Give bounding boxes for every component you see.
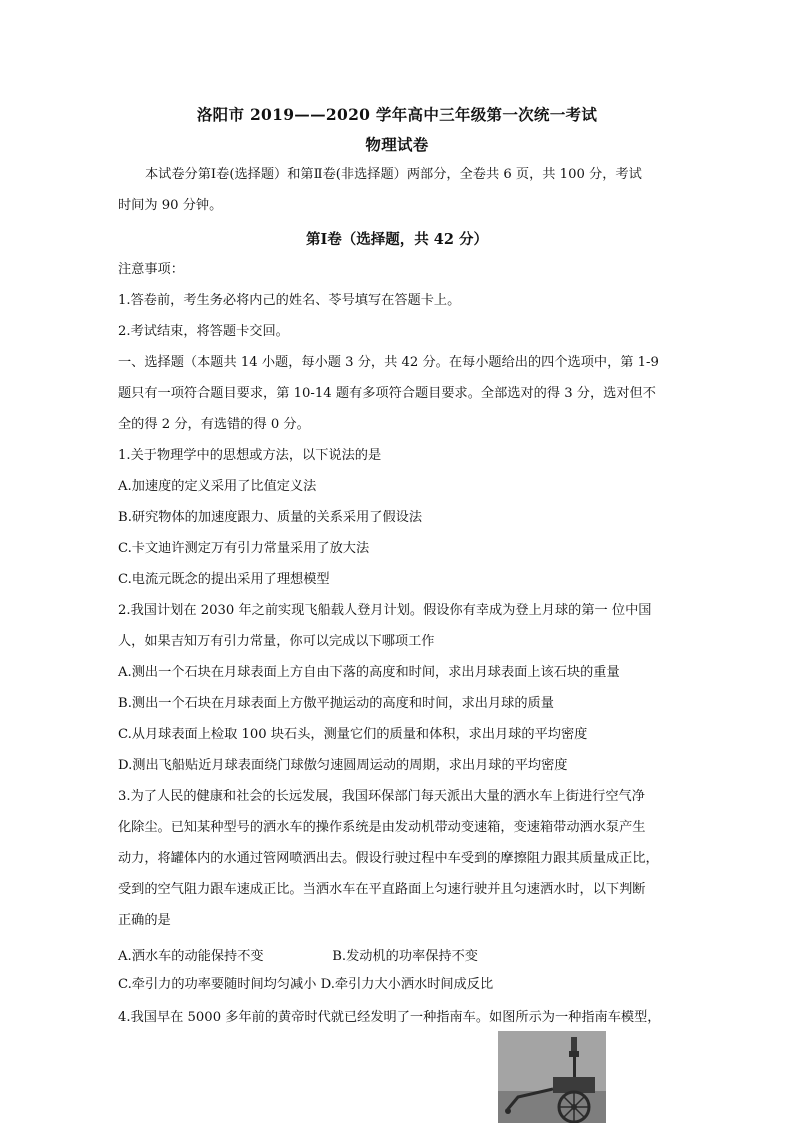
exam-title: 洛阳市 2019——2020 学年高中三年级第一次统一考试 <box>196 105 598 124</box>
question-1-option: C.卡文迪许测定万有引力常量采用了放大法 <box>118 541 370 556</box>
question-2-stem: 人，如果吉知万有引力常量，你可以完成以下哪项工作 <box>118 634 435 649</box>
question-3-stem: 正确的是 <box>118 913 171 928</box>
note-item: 1.答卷前，考生务必将内己的姓名、苓号填写在答题卡上。 <box>118 293 461 308</box>
question-1-option: B.研究物体的加速度跟力、质量的关系采用了假设法 <box>118 510 423 525</box>
question-4-stem: 4.我国早在 5000 多年前的黄帝时代就已经发明了一种指南车。如图所示为一种指南车模型， <box>118 1010 661 1025</box>
question-3-option-b: B.发动机的功率保持不变 <box>332 949 478 964</box>
question-3-stem: 动力，将罐体内的水通过管网喷洒出去。假设行驶过程中车受到的摩擦阻力跟其质量成正比， <box>118 851 659 866</box>
instruction-line: 全的得 2 分，有选错的得 0 分。 <box>118 417 310 432</box>
question-2-option: A.测出一个石块在月球表面上方自由下落的高度和时间，求出月球表面上该石块的重量 <box>118 665 620 680</box>
question-2-stem: 2.我国计划在 2030 年之前实现飞船载人登月计划。假设你有幸成为登上月球的第一 位中国 <box>118 603 652 618</box>
question-2-option: C.从月球表面上检取 100 块石头，测量它们的质量和体积，求出月球的平均密度 <box>118 727 588 742</box>
question-2-option: D.测出飞船贴近月球表面绕门球傲匀速圆周运动的周期，求出月球的平均密度 <box>118 758 568 773</box>
question-3-options-ab <box>118 945 680 964</box>
instruction-line: 一、选择题（本题共 14 小题，每小题 3 分，共 42 分。在每小题给出的四个选项中，第 1-9 <box>118 355 659 370</box>
instruction-line: 题只有一项符合题目要求，第 10-14 题有多项符合题目要求。全部选对的得 3 分，选对但不 <box>118 386 656 401</box>
question-2-option: B.测出一个石块在月球表面上方傲平抛运动的高度和时间，求出月球的质量 <box>118 696 554 711</box>
notes-title: 注意事项： <box>118 262 184 277</box>
question-3-option-a: A.洒水车的动能保持不变 <box>118 949 264 964</box>
question-1-option: A.加速度的定义采用了比值定义法 <box>118 479 317 494</box>
question-1-stem: 1.关于物理学中的思想或方法，以下说法的是 <box>118 448 382 463</box>
question-3-stem: 化除尘。已知某种型号的洒水车的操作系统是由发动机带动变速箱，变速箱带动洒水泵产生 <box>118 820 646 835</box>
question-3-stem: 3.为了人民的健康和社会的长远发展，我国环保部门每天派出大量的洒水车上街进行空气净 <box>118 789 645 804</box>
section-heading: 第Ⅰ卷（选择题，共 42 分） <box>305 231 489 248</box>
exam-subtitle: 物理试卷 <box>365 135 429 154</box>
south-pointing-chariot-image <box>498 1031 606 1123</box>
question-3-stem: 受到的空气阻力跟车速成正比。当洒水车在平直路面上匀速行驶并且匀速洒水时，以下判断 <box>118 882 646 897</box>
intro-line-2: 时间为 90 分钟。 <box>118 198 223 213</box>
question-3-options-cd: C.牵引力的功率要随时间均匀减小 D.牵引力大小洒水时间成反比 <box>118 977 494 992</box>
question-1-option: C.电流元既念的提出采用了理想模型 <box>118 572 330 587</box>
chariot-illustration <box>498 1031 606 1123</box>
note-item: 2.考试结束，将答题卡交回。 <box>118 324 289 339</box>
intro-line-1: 本试卷分第Ⅰ卷(选择题）和第Ⅱ卷(非选择题）两部分，全卷共 6 页，共 100 分，考试 <box>145 167 642 182</box>
